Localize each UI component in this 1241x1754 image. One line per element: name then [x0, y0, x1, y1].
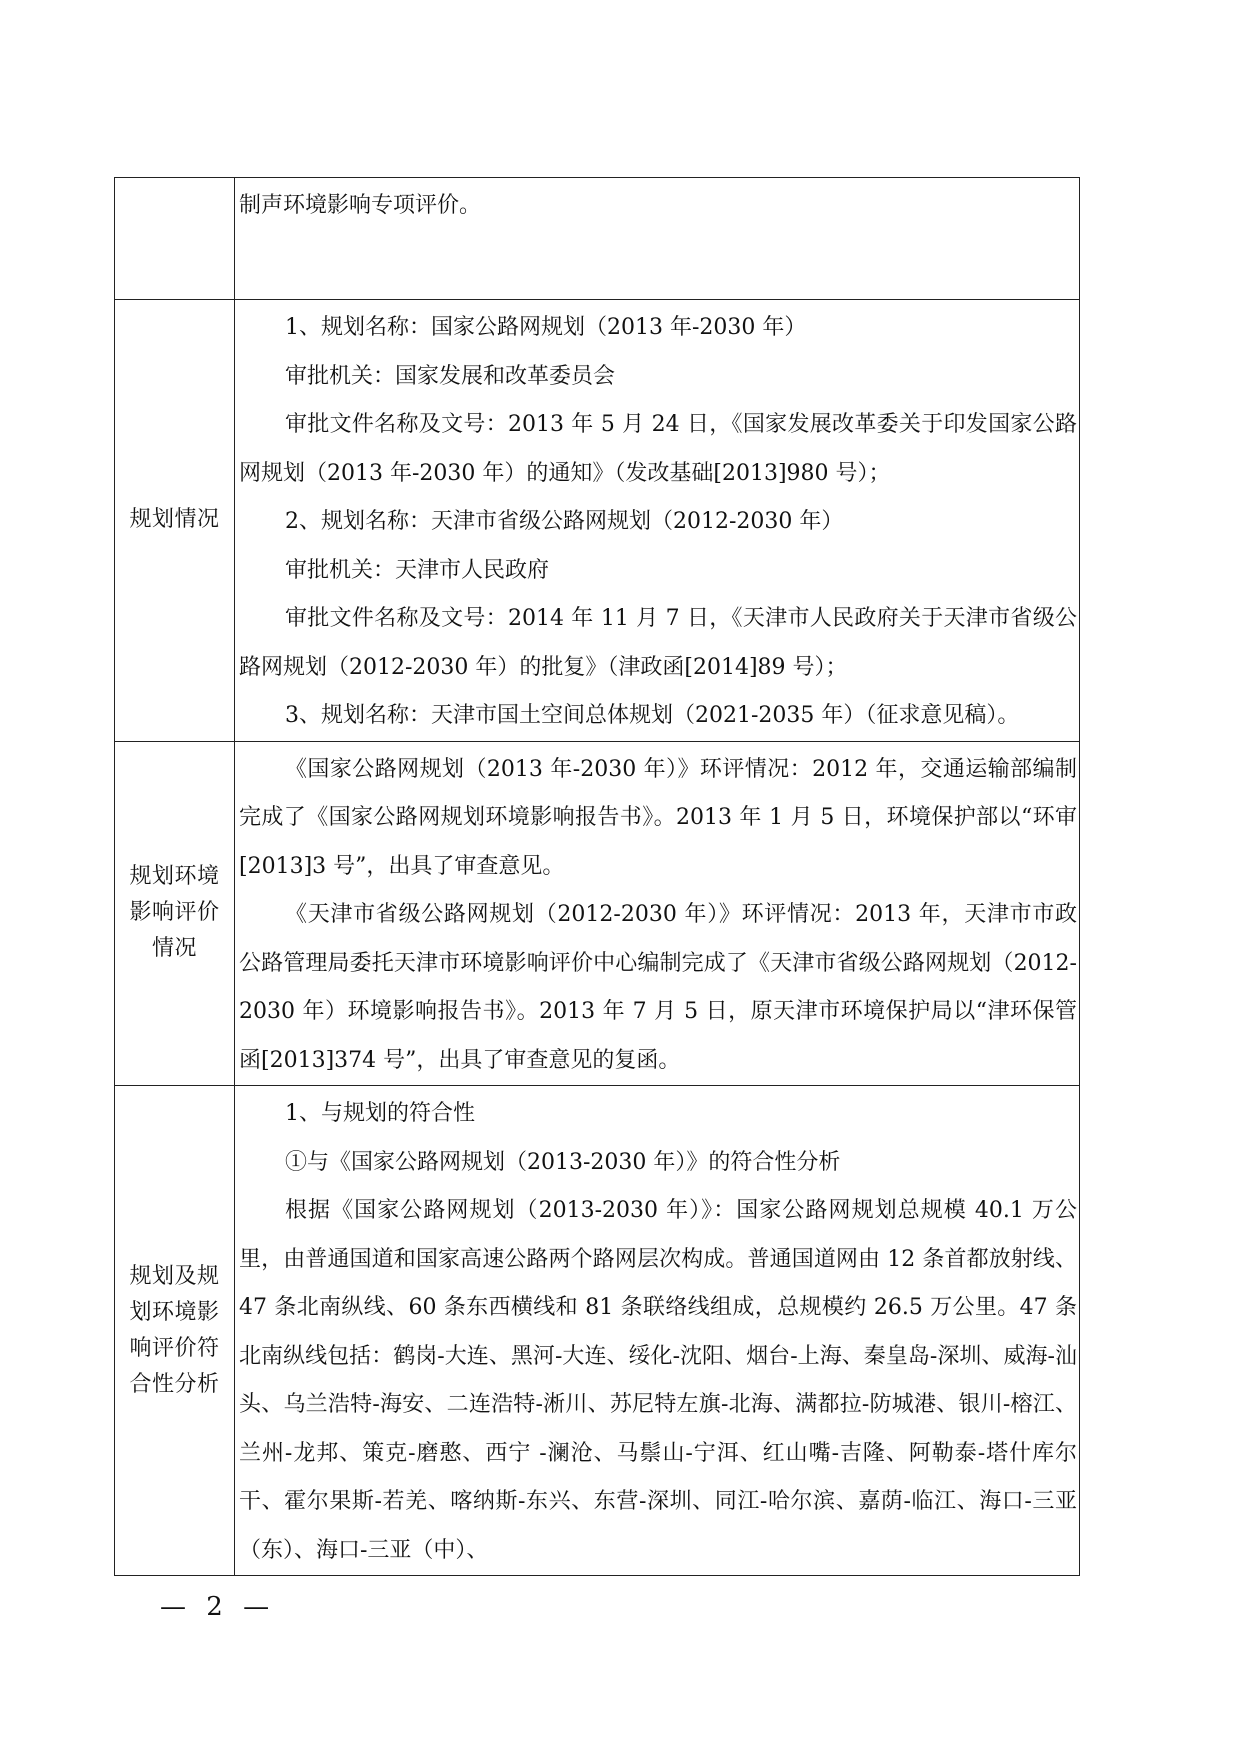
content-paragraph: 1、与规划的符合性	[285, 1101, 475, 1126]
content-paragraph: 3、规划名称：天津市国土空间总体规划（2021-2035 年）（征求意见稿）。	[285, 703, 1020, 728]
content-paragraph: 审批文件名称及文号：2014 年 11 月 7 日，《天津市人民政府关于天津市省级公路网规划（2012-2030 年）的批复》（津政函[2014]89 号）；	[239, 606, 1077, 680]
planning-status-row	[115, 300, 1080, 742]
content-paragraph: 《天津市省级公路网规划（2012-2030 年）》环评情况：2013 年，天津市市政公路管理局委托天津市环境影响评价中心编制完成了《天津市省级公路网规划（2012-2030 年）环境影响报告书》。2013 年 7 月 5 日，原天津市环境保护局以“津环保管函[2013]374 号”，出具了审查意见的复函。	[239, 902, 1077, 1073]
row-label-cell	[115, 741, 235, 1086]
page-number: — 2 —	[160, 1592, 276, 1622]
content-paragraph: ①与《国家公路网规划（2013-2030 年）》的符合性分析	[285, 1149, 841, 1175]
row-label: 规划情况	[129, 507, 220, 533]
content-paragraph: 2、规划名称：天津市省级公路网规划（2012-2030 年）	[285, 509, 844, 534]
content-paragraph: 1、规划名称：国家公路网规划（2013 年-2030 年）	[285, 315, 807, 340]
row-label-cell	[115, 1086, 235, 1576]
content-paragraph: 审批文件名称及文号：2013 年 5 月 24 日，《国家发展改革委关于印发国家公路网规划（2013 年-2030 年）的通知》（发改基础[2013]980 号）；	[239, 412, 1077, 486]
content-paragraph: 制声环境影响专项评价。	[239, 193, 482, 218]
content-paragraph: 审批机关：国家发展和改革委员会	[285, 363, 616, 389]
row-label: 规划及规划环境影响评价符合性分析	[129, 1263, 220, 1397]
row-content-cell	[235, 1086, 1080, 1576]
row-content-cell	[235, 741, 1080, 1086]
row-content-cell	[235, 300, 1080, 742]
document-table	[114, 177, 1080, 1576]
content-paragraph: 审批机关：天津市人民政府	[285, 557, 550, 583]
table-body	[115, 178, 1080, 1576]
row-label: 规划环境影响评价情况	[129, 864, 220, 962]
content-paragraph: 《国家公路网规划（2013 年-2030 年）》环评情况：2012 年，交通运输部编制完成了《国家公路网规划环境影响报告书》。2013 年 1 月 5 日，环境保护部以“环审[2013]3 号”，出具了审查意见。	[239, 756, 1077, 879]
planning-eia-row	[115, 741, 1080, 1086]
conformity-analysis-row	[115, 1086, 1080, 1576]
row-label-cell	[115, 300, 235, 742]
row-content-cell	[235, 178, 1080, 300]
content-paragraph: 根据《国家公路网规划（2013-2030 年）》：国家公路网规划总规模 40.1 万公里，由普通国道和国家高速公路两个路网层次构成。普通国道网由 12 条首都放射线、47 条北南纵线、60 条东西横线和 81 条联络线组成，总规模约 26.5 万公里。47 条北南纵线包括：鹤岗-大连、黑河-大连、绥化-沈阳、烟台-上海、秦皇岛-深圳、威海-汕头、乌兰浩特-海安、二连浩特-淅川、苏尼特左旗-北海、满都拉-防城港、银川-榕江、兰州-龙邦、策克-磨憨、西宁 -澜沧、马鬃山-宁洱、红山嘴-吉隆、阿勒泰-塔什库尔干、霍尔果斯-若羌、喀纳斯-东兴、东营-深圳、同江-哈尔滨、嘉荫-临江、海口-三亚（东）、海口-三亚（中）、	[239, 1198, 1077, 1563]
row-label-cell	[115, 178, 235, 300]
continuation-row	[115, 178, 1080, 300]
